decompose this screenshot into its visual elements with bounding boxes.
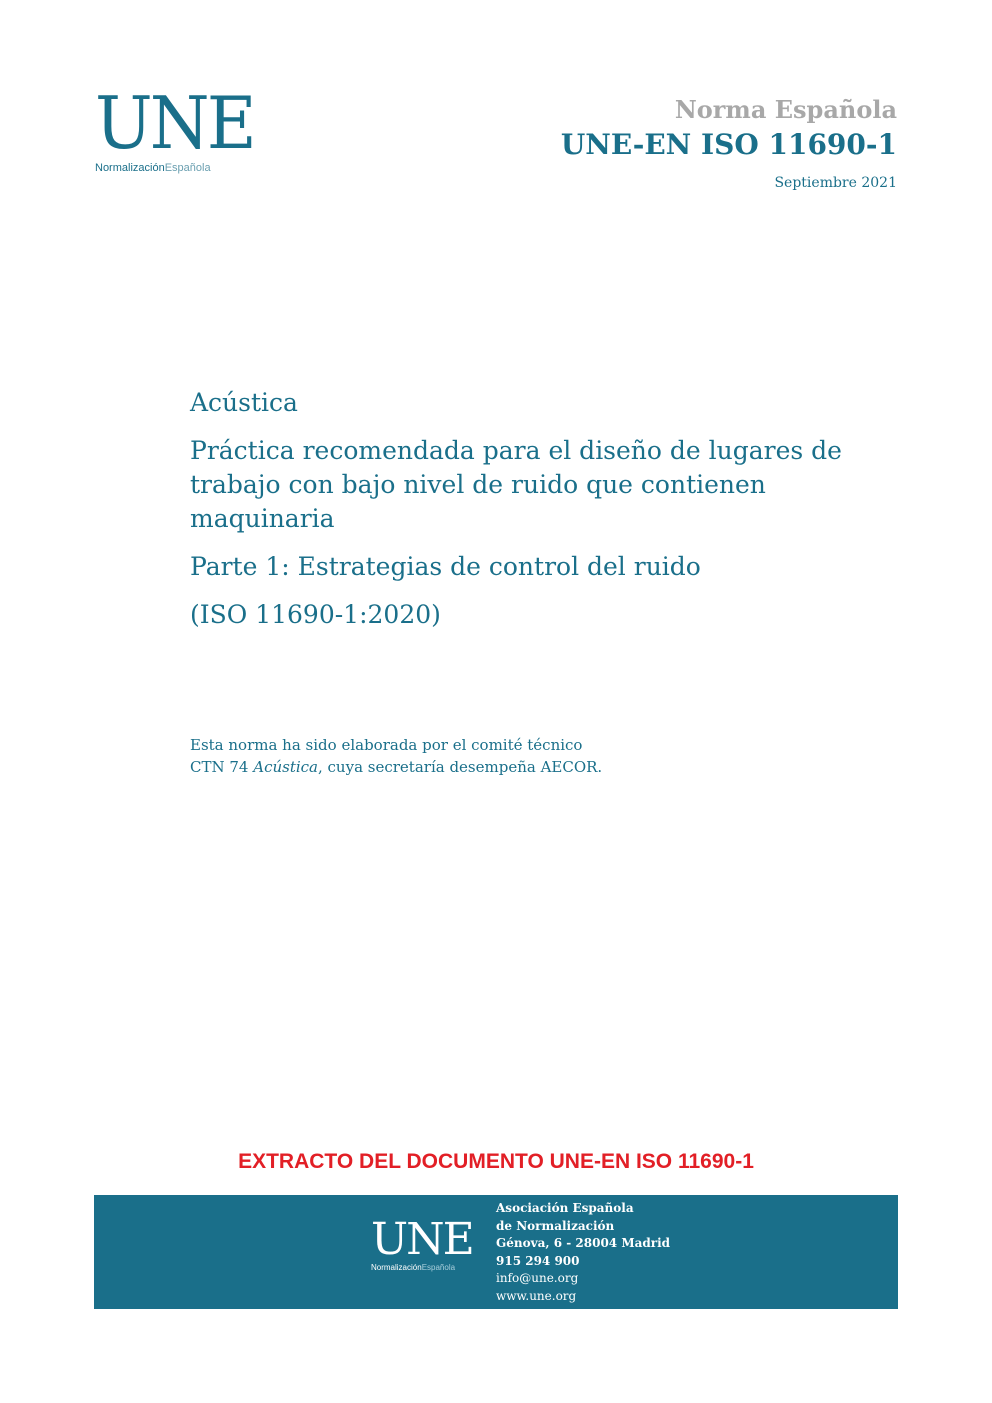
logo-sub-a: Normalización bbox=[95, 162, 165, 174]
extract-banner: EXTRACTO DEL DOCUMENTO UNE-EN ISO 11690-1 bbox=[238, 1150, 754, 1173]
header-block bbox=[561, 95, 897, 191]
title-line-4: (ISO 11690-1:2020) bbox=[190, 600, 441, 629]
committee-name: Acústica bbox=[253, 758, 318, 776]
title-line-3: Parte 1: Estrategias de control del ruido bbox=[190, 552, 701, 581]
org-email: info@une.org bbox=[496, 1271, 579, 1285]
org-name-1: Asociación Española bbox=[496, 1201, 634, 1215]
org-name-2: de Normalización bbox=[496, 1218, 615, 1233]
title-line-1: Acústica bbox=[190, 388, 298, 417]
logo-sub-b: Española bbox=[164, 162, 211, 174]
title-block bbox=[190, 386, 850, 646]
committee-line-1: Esta norma ha sido elaborada por el comité técnico bbox=[190, 736, 583, 754]
publication-date: Septiembre 2021 bbox=[774, 175, 897, 191]
footer-band bbox=[94, 1195, 898, 1309]
org-website: www.une.org bbox=[496, 1288, 577, 1303]
norma-label: Norma Española bbox=[674, 95, 897, 124]
committee-line-2c: , cuya secretaría desempeña AECOR. bbox=[318, 758, 603, 776]
org-address: Génova, 6 - 28004 Madrid bbox=[496, 1236, 671, 1250]
une-logo bbox=[95, 81, 254, 174]
committee-line-2 bbox=[190, 756, 602, 778]
footer-logo-mark: UNE bbox=[371, 1214, 473, 1265]
committee-note bbox=[190, 734, 602, 778]
footer-une-logo bbox=[371, 1214, 473, 1272]
une-logo-mark: UNE bbox=[95, 81, 254, 165]
footer-address bbox=[496, 1200, 670, 1305]
footer-logo-sub-a: Normalización bbox=[371, 1263, 422, 1272]
standard-code: UNE-EN ISO 11690-1 bbox=[560, 128, 897, 161]
org-phone: 915 294 900 bbox=[496, 1253, 580, 1268]
footer-logo-sub-b: Española bbox=[421, 1263, 456, 1272]
committee-line-2a: CTN 74 bbox=[190, 758, 254, 776]
title-line-2: Práctica recomendada para el diseño de lugares de trabajo con bajo nivel de ruido que contienen maquinaria bbox=[190, 436, 842, 533]
